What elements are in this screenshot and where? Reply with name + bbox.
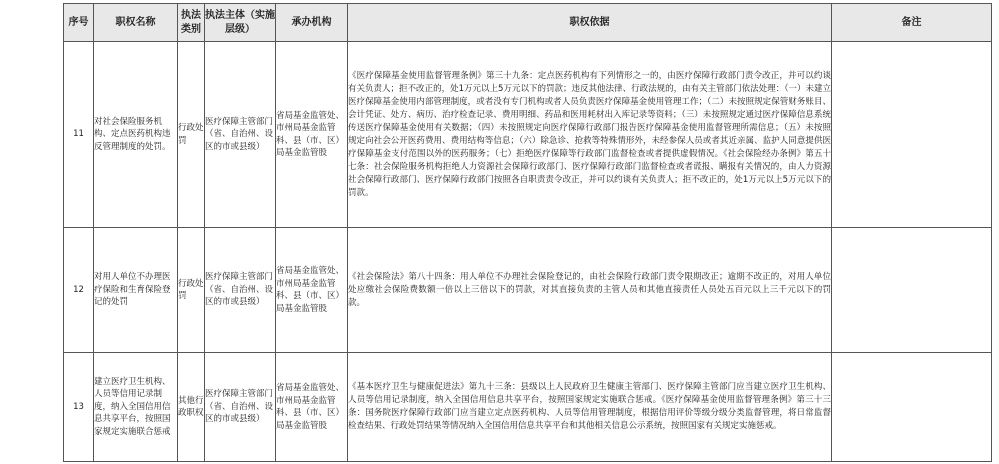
row-org: 省局基金监管处、市州局基金监管科、县（市、区）局基金监管股 bbox=[276, 228, 348, 353]
row-remark bbox=[832, 42, 992, 228]
header-remark: 备注 bbox=[832, 4, 992, 42]
header-name: 职权名称 bbox=[94, 4, 178, 42]
row-remark bbox=[832, 228, 992, 353]
row-no: 11 bbox=[64, 42, 94, 228]
row-subject: 医疗保障主管部门（省、自治州、设区的市或县级） bbox=[205, 353, 276, 462]
header-basis: 职权依据 bbox=[348, 4, 832, 42]
table-row bbox=[64, 228, 992, 353]
table-row bbox=[64, 353, 992, 462]
header-org: 承办机构 bbox=[276, 4, 348, 42]
row-name: 建立医疗卫生机构、人员等信用记录制度，纳入全国信用信息共享平台，按照国家规定实施联合惩戒 bbox=[94, 353, 178, 462]
row-type: 其他行政职权 bbox=[178, 353, 205, 462]
header-subject: 执法主体（实施层级） bbox=[205, 4, 276, 42]
header-type: 执法类别 bbox=[178, 4, 205, 42]
row-basis: 《基本医疗卫生与健康促进法》第九十三条：县级以上人民政府卫生健康主管部门、医疗保障主管部门应当建立医疗卫生机构、人员等信用记录制度，纳入全国信用信息共享平台，按照国家规定实施联合惩戒。《医疗保障基金使用监督管理条例》第三十三条：国务院医疗保障行政部门应当建立定点医药机构、人员等信用管理制度，根据信用评价等级分级分类监督管理，将日常监督检查结果、行政处罚结果等情况纳入全国信用信息共享平台和其他相关信息公示系统，按照国家有关规定实施惩戒。 bbox=[348, 353, 832, 462]
header-row bbox=[64, 4, 992, 42]
row-type: 行政处罚 bbox=[178, 228, 205, 353]
row-no: 12 bbox=[64, 228, 94, 353]
row-org: 省局基金监管处、市州局基金监管科、县（市、区）局基金监管股 bbox=[276, 42, 348, 228]
table-row bbox=[64, 42, 992, 228]
row-name: 对社会保险服务机构、定点医药机构违反管理制度的处罚。 bbox=[94, 42, 178, 228]
authority-table bbox=[63, 3, 992, 462]
row-type: 行政处罚 bbox=[178, 42, 205, 228]
header-no: 序号 bbox=[64, 4, 94, 42]
row-name: 对用人单位不办理医疗保险和生育保险登记的处罚 bbox=[94, 228, 178, 353]
row-no: 13 bbox=[64, 353, 94, 462]
row-basis: 《社会保险法》第八十四条：用人单位不办理社会保险登记的，由社会保险行政部门责令限期改正；逾期不改正的，对用人单位处应缴社会保险费数额一倍以上三倍以下的罚款，对其直接负责的主管人员和其他直接责任人员处五百元以上三千元以下的罚款。 bbox=[348, 228, 832, 353]
row-org: 省局基金监管处、市州局基金监管科、县（市、区）局基金监管股 bbox=[276, 353, 348, 462]
row-basis: 《医疗保障基金使用监督管理条例》第三十九条：定点医药机构有下列情形之一的，由医疗保障行政部门责令改正，并可以约谈有关负责人；拒不改正的，处1万元以上5万元以下的罚款；违反其他法律、行政法规的，由有关主管部门依法处理：（一）未建立医疗保障基金使用内部管理制度，或者没有专门机构或者人员负责医疗保障基金使用管理工作；（二）未按照规定保管财务账目、会计凭证、处方、病历、治疗检查记录、费用明细、药品和医用耗材出入库记录等资料；（三）未按照规定通过医疗保障信息系统传送医疗保障基金使用有关数据；（四）未按照规定向医疗保障行政部门报告医疗保障基金使用监督管理所需信息；（五）未按照规定向社会公开医药费用、费用结构等信息；（六）除急诊、抢救等特殊情形外，未经参保人员或者其近亲属、监护人同意提供医疗保障基金支付范围以外的医药服务；（七）拒绝医疗保障等行政部门监督检查或者提供虚假情况。《社会保险经办条例》第五十七条：社会保险服务机构拒绝人力资源社会保障行政部门、医疗保障行政部门监督检查或者谎报、瞒报有关情况的，由人力资源社会保障行政部门、医疗保障行政部门按照各自职责责令改正，并可以约谈有关负责人；拒不改正的，处1万元以上5万元以下的罚款。 bbox=[348, 42, 832, 228]
row-remark bbox=[832, 353, 992, 462]
row-subject: 医疗保障主管部门（省、自治州、设区的市或县级） bbox=[205, 42, 276, 228]
row-subject: 医疗保障主管部门（省、自治州、设区的市或县级） bbox=[205, 228, 276, 353]
